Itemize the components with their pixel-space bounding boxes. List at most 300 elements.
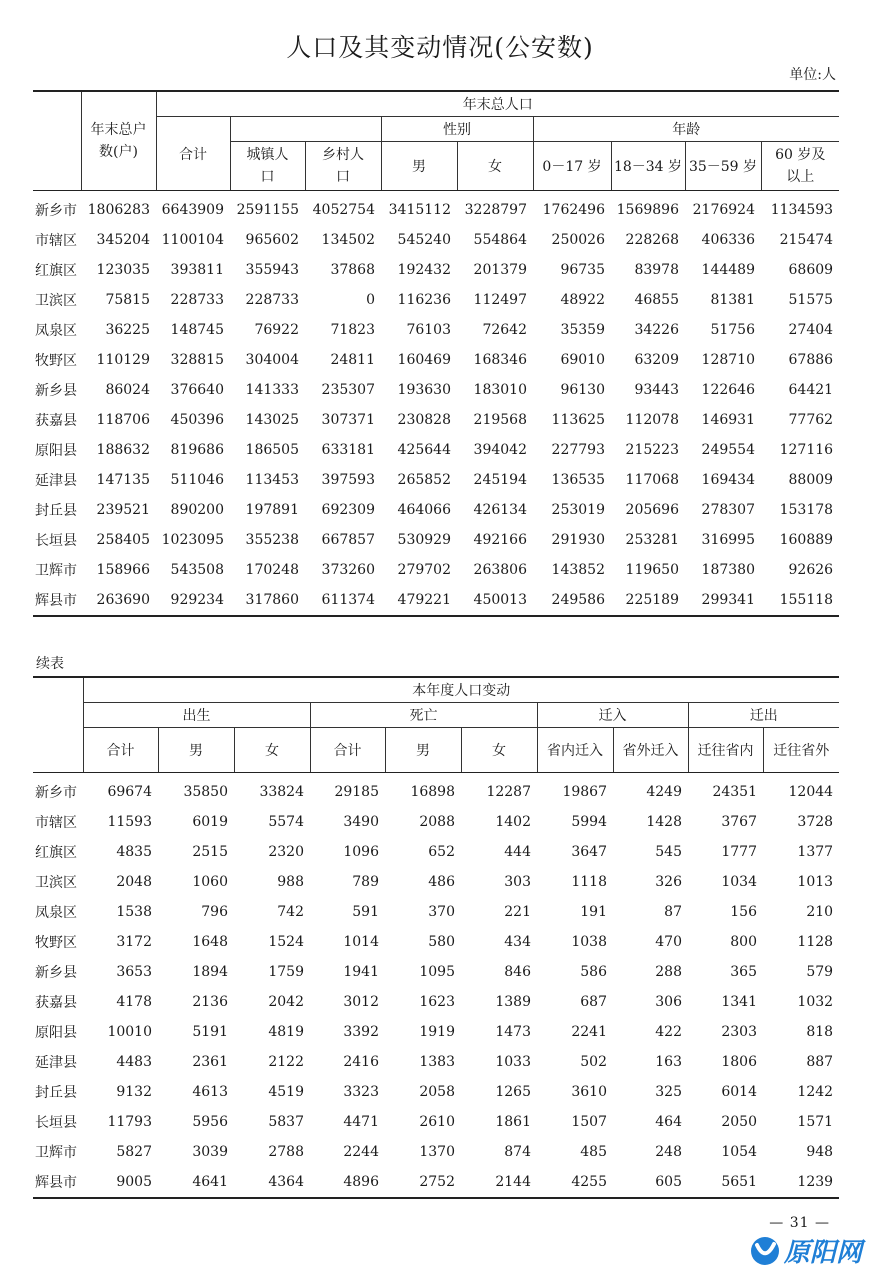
table-cell: 67886 — [788, 352, 834, 368]
table-cell: 51756 — [710, 322, 755, 338]
table-cell: 27404 — [788, 322, 834, 338]
table-cell: 1571 — [797, 1114, 834, 1130]
table-cell: 92626 — [788, 562, 834, 578]
table-cell: 117068 — [625, 472, 679, 488]
table-cell: 667857 — [321, 532, 375, 548]
row-label: 长垣县 — [35, 533, 77, 549]
table-cell: 147135 — [96, 472, 150, 488]
table-cell: 2788 — [268, 1144, 304, 1160]
table-cell: 5837 — [268, 1114, 304, 1130]
table-cell: 485 — [580, 1144, 607, 1160]
table-cell: 112078 — [625, 412, 679, 428]
row-label: 辉县市 — [35, 593, 77, 609]
row-label: 卫滨区 — [35, 875, 77, 891]
table-cell: 228268 — [625, 232, 679, 248]
row-label: 封丘县 — [35, 503, 77, 519]
table-row — [33, 435, 839, 465]
table-cell: 33824 — [259, 784, 304, 800]
table-cell: 373260 — [321, 562, 375, 578]
table-cell: 24811 — [330, 352, 375, 368]
table-cell: 155118 — [779, 592, 834, 608]
table-cell: 24351 — [712, 784, 757, 800]
table-cell: 1370 — [419, 1144, 455, 1160]
table-cell: 3323 — [343, 1084, 379, 1100]
table-cell: 3610 — [571, 1084, 607, 1100]
table-cell: 1054 — [721, 1144, 757, 1160]
table-cell: 12044 — [788, 784, 834, 800]
table-cell: 365 — [730, 964, 757, 980]
table-cell: 1919 — [419, 1024, 455, 1040]
table-cell: 288 — [655, 964, 682, 980]
table-row — [33, 465, 839, 495]
table-cell: 123035 — [96, 262, 150, 278]
population-table-body — [33, 191, 839, 617]
population-table — [33, 90, 839, 617]
row-label: 延津县 — [35, 473, 77, 489]
row-header-blank — [33, 91, 81, 191]
table-cell: 1759 — [268, 964, 304, 980]
table-cell: 75815 — [105, 292, 150, 308]
watermark-logo — [750, 1232, 862, 1269]
row-label: 延津县 — [35, 1055, 77, 1071]
table-cell: 579 — [806, 964, 834, 980]
table-cell: 9132 — [116, 1084, 152, 1100]
table-row — [33, 1107, 839, 1137]
table-cell: 118706 — [96, 412, 150, 428]
table-cell: 113625 — [551, 412, 605, 428]
table-row — [33, 285, 839, 315]
table-cell: 225189 — [625, 592, 679, 608]
col-in-province: 省内迁入 — [537, 728, 613, 773]
table-cell: 965602 — [245, 232, 299, 248]
table-cell: 355943 — [245, 262, 299, 278]
table-cell: 299341 — [701, 592, 755, 608]
table-cell: 4249 — [646, 784, 682, 800]
table-cell: 16898 — [410, 784, 455, 800]
table-cell: 245194 — [473, 472, 527, 488]
col-blank-urban-rural — [230, 117, 381, 142]
table-cell: 325 — [655, 1084, 682, 1100]
table-cell: 887 — [806, 1054, 834, 1070]
table-row — [33, 191, 839, 226]
col-male: 男 — [381, 142, 457, 191]
table-cell: 2144 — [495, 1174, 531, 1190]
table-row — [33, 837, 839, 867]
table-cell: 9005 — [116, 1174, 152, 1190]
col-total-population: 年末总人口 — [156, 91, 839, 117]
table-cell: 406336 — [701, 232, 755, 248]
table-cell: 258405 — [96, 532, 150, 548]
table-cell: 929234 — [170, 592, 224, 608]
table-cell: 122646 — [701, 382, 755, 398]
col-out-province: 省外迁入 — [613, 728, 688, 773]
swoosh-icon — [750, 1236, 780, 1266]
row-label: 长垣县 — [35, 1115, 77, 1131]
continued-label: 续表 — [36, 656, 64, 672]
table-cell: 153178 — [779, 502, 834, 518]
col-deaths-male: 男 — [385, 728, 461, 773]
col-age-0-17: 0－17 岁 — [533, 142, 611, 191]
table-cell: 143025 — [245, 412, 299, 428]
table-cell: 160469 — [397, 352, 451, 368]
table-cell: 96130 — [560, 382, 605, 398]
col-to-outside: 迁往省外 — [763, 728, 839, 773]
table-cell: 890200 — [170, 502, 224, 518]
table-row — [33, 375, 839, 405]
row-label: 获嘉县 — [35, 413, 77, 429]
table-cell: 2058 — [419, 1084, 455, 1100]
table-cell: 3647 — [571, 844, 607, 860]
col-deaths-female: 女 — [461, 728, 537, 773]
table-cell: 69674 — [107, 784, 152, 800]
table-cell: 394042 — [473, 442, 527, 458]
table-cell: 422 — [655, 1024, 682, 1040]
col-births-total: 合计 — [83, 728, 158, 773]
table-cell: 1118 — [571, 874, 607, 890]
table-row — [33, 773, 839, 808]
col-rural: 乡村人口 — [305, 142, 381, 191]
table-cell: 1033 — [495, 1054, 531, 1070]
table-cell: 250026 — [551, 232, 605, 248]
table-cell: 6019 — [192, 814, 228, 830]
table-cell: 580 — [428, 934, 455, 950]
row-label: 辉县市 — [35, 1175, 77, 1191]
table-cell: 215474 — [779, 232, 834, 248]
table-cell: 68609 — [788, 262, 834, 278]
col-births-male: 男 — [158, 728, 234, 773]
table-cell: 464066 — [397, 502, 451, 518]
row-label: 凤泉区 — [35, 905, 77, 921]
table-cell: 1538 — [116, 904, 152, 920]
table-cell: 221 — [504, 904, 531, 920]
col-age-35-59: 35－59 岁 — [685, 142, 761, 191]
table-cell: 4052754 — [312, 202, 375, 218]
table-cell: 1013 — [797, 874, 834, 890]
table-cell: 2244 — [343, 1144, 379, 1160]
table-cell: 46855 — [634, 292, 679, 308]
table-cell: 77762 — [788, 412, 834, 428]
population-change-table-body — [33, 773, 839, 1199]
col-urban: 城镇人口 — [230, 142, 305, 191]
table-cell: 4364 — [268, 1174, 304, 1190]
table-cell: 988 — [277, 874, 304, 890]
table-cell: 2136 — [192, 994, 228, 1010]
table-cell: 586 — [580, 964, 607, 980]
table-cell: 1507 — [571, 1114, 607, 1130]
table-row — [33, 1137, 839, 1167]
table-row — [33, 1047, 839, 1077]
table-row — [33, 807, 839, 837]
table-cell: 1806283 — [87, 202, 150, 218]
table-cell: 307371 — [321, 412, 375, 428]
table-row — [33, 1167, 839, 1198]
table-cell: 479221 — [397, 592, 451, 608]
table-cell: 93443 — [634, 382, 679, 398]
table-cell: 86024 — [105, 382, 150, 398]
table-cell: 4819 — [268, 1024, 304, 1040]
table-cell: 3767 — [721, 814, 757, 830]
table-cell: 87 — [664, 904, 682, 920]
table-cell: 370 — [428, 904, 455, 920]
table-cell: 376640 — [170, 382, 224, 398]
table-cell: 1265 — [495, 1084, 531, 1100]
table-cell: 192432 — [397, 262, 451, 278]
table-cell: 279702 — [397, 562, 451, 578]
table-cell: 1777 — [721, 844, 757, 860]
table-cell: 4178 — [116, 994, 152, 1010]
table-cell: 450013 — [473, 592, 527, 608]
row-label: 红旗区 — [35, 845, 77, 861]
table-row — [33, 555, 839, 585]
table-cell: 2122 — [268, 1054, 304, 1070]
table-cell: 4613 — [192, 1084, 228, 1100]
row-label: 卫辉市 — [35, 563, 77, 579]
table-cell: 88009 — [788, 472, 834, 488]
table-cell: 4896 — [343, 1174, 379, 1190]
table-cell: 4483 — [116, 1054, 152, 1070]
table-cell: 742 — [277, 904, 304, 920]
table-cell: 263806 — [473, 562, 527, 578]
table-cell: 800 — [730, 934, 757, 950]
table-cell: 205696 — [625, 502, 679, 518]
table-cell: 170248 — [245, 562, 299, 578]
table-cell: 4519 — [268, 1084, 304, 1100]
table-cell: 37868 — [330, 262, 375, 278]
table-row — [33, 225, 839, 255]
table-cell: 846 — [504, 964, 531, 980]
table-cell: 143852 — [551, 562, 605, 578]
col-total: 合计 — [156, 117, 230, 191]
table-cell: 64421 — [788, 382, 834, 398]
col-births-female: 女 — [234, 728, 310, 773]
table-cell: 2361 — [192, 1054, 228, 1070]
table-cell: 2048 — [116, 874, 152, 890]
table-cell: 144489 — [701, 262, 755, 278]
table-cell: 306 — [655, 994, 682, 1010]
table-cell: 1648 — [192, 934, 228, 950]
table-cell: 789 — [352, 874, 379, 890]
table-cell: 35359 — [560, 322, 605, 338]
table-cell: 2176924 — [692, 202, 755, 218]
table-cell: 72642 — [482, 322, 527, 338]
table-cell: 591 — [352, 904, 379, 920]
table-cell: 1060 — [192, 874, 228, 890]
table-cell: 1861 — [495, 1114, 531, 1130]
unit-label: 单位:人 — [789, 67, 836, 83]
table-cell: 253019 — [551, 502, 605, 518]
col-households: 年末总户数(户) — [81, 91, 156, 191]
table-cell: 76103 — [406, 322, 451, 338]
table-cell: 1134593 — [770, 202, 834, 218]
table-cell: 652 — [428, 844, 455, 860]
table-cell: 543508 — [170, 562, 224, 578]
row-label: 市辖区 — [35, 815, 77, 831]
table-cell: 1239 — [797, 1174, 834, 1190]
row-label: 卫滨区 — [35, 293, 77, 309]
table-cell: 4835 — [116, 844, 152, 860]
col-change: 本年度人口变动 — [83, 677, 839, 703]
table-cell: 611374 — [321, 592, 375, 608]
table-cell: 51575 — [788, 292, 834, 308]
table-cell: 1034 — [721, 874, 757, 890]
table-cell: 136535 — [551, 472, 605, 488]
table-cell: 168346 — [473, 352, 527, 368]
table-cell: 265852 — [397, 472, 451, 488]
table-cell: 248 — [655, 1144, 682, 1160]
table-cell: 5994 — [571, 814, 607, 830]
row-label: 原阳县 — [35, 1025, 77, 1041]
table-cell: 156 — [730, 904, 757, 920]
table-cell: 35850 — [183, 784, 228, 800]
col-out: 迁出 — [688, 703, 839, 728]
table-row — [33, 405, 839, 435]
row-label: 获嘉县 — [35, 995, 77, 1011]
table-cell: 160889 — [779, 532, 834, 548]
row-label: 红旗区 — [35, 263, 77, 279]
table-cell: 1023095 — [161, 532, 224, 548]
table-cell: 948 — [806, 1144, 834, 1160]
watermark-text: 原阳网 — [783, 1238, 862, 1268]
table-cell: 3039 — [192, 1144, 228, 1160]
table-cell: 12287 — [486, 784, 531, 800]
table-cell: 127116 — [779, 442, 834, 458]
table-cell: 36225 — [105, 322, 150, 338]
table-cell: 163 — [655, 1054, 682, 1070]
table-cell: 1402 — [495, 814, 531, 830]
table-row — [33, 1017, 839, 1047]
page-number: — 31 — — [769, 1215, 830, 1231]
table-cell: 76922 — [254, 322, 299, 338]
table-cell: 81381 — [710, 292, 755, 308]
table-cell: 2591155 — [236, 202, 299, 218]
table-cell: 141333 — [245, 382, 299, 398]
table-cell: 71823 — [330, 322, 375, 338]
table-cell: 486 — [428, 874, 455, 890]
table-cell: 2752 — [419, 1174, 455, 1190]
table-cell: 34226 — [634, 322, 679, 338]
table-cell: 19867 — [562, 784, 607, 800]
col-age-18-34: 18－34 岁 — [611, 142, 685, 191]
table-row — [33, 897, 839, 927]
table-cell: 1032 — [797, 994, 834, 1010]
table-cell: 1389 — [495, 994, 531, 1010]
table-cell: 230828 — [397, 412, 451, 428]
table-cell: 1128 — [797, 934, 834, 950]
table-cell: 2050 — [721, 1114, 757, 1130]
table-cell: 228733 — [245, 292, 299, 308]
population-change-table — [33, 676, 839, 1199]
table-cell: 210 — [806, 904, 834, 920]
table-cell: 393811 — [170, 262, 224, 278]
table-cell: 253281 — [625, 532, 679, 548]
table-cell: 148745 — [170, 322, 224, 338]
table-cell: 355238 — [245, 532, 299, 548]
table-cell: 11593 — [107, 814, 152, 830]
table-cell: 511046 — [170, 472, 224, 488]
table-cell: 2320 — [268, 844, 304, 860]
table-cell: 6643909 — [161, 202, 224, 218]
table-cell: 605 — [655, 1174, 682, 1190]
col-age: 年龄 — [533, 117, 839, 142]
table-row — [33, 495, 839, 525]
table-cell: 197891 — [245, 502, 299, 518]
table-cell: 186505 — [245, 442, 299, 458]
table-cell: 1623 — [419, 994, 455, 1010]
table-cell: 63209 — [634, 352, 679, 368]
row-label: 牧野区 — [35, 353, 77, 369]
table-cell: 818 — [806, 1024, 834, 1040]
table-cell: 470 — [655, 934, 682, 950]
table-row — [33, 315, 839, 345]
table-cell: 2088 — [419, 814, 455, 830]
table-cell: 4255 — [571, 1174, 607, 1190]
table-cell: 193630 — [397, 382, 451, 398]
table-cell: 278307 — [701, 502, 755, 518]
table-cell: 317860 — [245, 592, 299, 608]
table-cell: 4641 — [192, 1174, 228, 1190]
table-cell: 397593 — [321, 472, 375, 488]
table-cell: 450396 — [170, 412, 224, 428]
row-label: 封丘县 — [35, 1085, 77, 1101]
table-cell: 5827 — [116, 1144, 152, 1160]
table-cell: 48922 — [560, 292, 605, 308]
table-row — [33, 345, 839, 375]
table-cell: 2416 — [343, 1054, 379, 1070]
table-cell: 69010 — [560, 352, 605, 368]
table-cell: 249554 — [701, 442, 755, 458]
col-in: 迁入 — [537, 703, 688, 728]
table-cell: 464 — [655, 1114, 682, 1130]
table-cell: 5574 — [268, 814, 304, 830]
table-cell: 112497 — [473, 292, 527, 308]
table-cell: 1473 — [495, 1024, 531, 1040]
table-cell: 128710 — [701, 352, 755, 368]
table-cell: 1096 — [343, 844, 379, 860]
table-cell: 10010 — [107, 1024, 152, 1040]
table-cell: 201379 — [473, 262, 527, 278]
table-cell: 633181 — [321, 442, 375, 458]
table-cell: 1100104 — [161, 232, 224, 248]
table-cell: 158966 — [96, 562, 150, 578]
table-cell: 3392 — [343, 1024, 379, 1040]
table-cell: 1806 — [721, 1054, 757, 1070]
table-cell: 188632 — [96, 442, 150, 458]
table-cell: 83978 — [634, 262, 679, 278]
table-cell: 692309 — [321, 502, 375, 518]
table-cell: 3490 — [343, 814, 379, 830]
table-cell: 134502 — [321, 232, 375, 248]
row-label: 新乡市 — [35, 203, 77, 219]
row-label: 新乡县 — [35, 383, 77, 399]
table-cell: 119650 — [625, 562, 679, 578]
col-births: 出生 — [83, 703, 310, 728]
table-cell: 1014 — [343, 934, 379, 950]
table-cell: 215223 — [625, 442, 679, 458]
table-cell: 219568 — [473, 412, 527, 428]
table-cell: 1941 — [343, 964, 379, 980]
table-cell: 554864 — [473, 232, 527, 248]
table-cell: 345204 — [96, 232, 150, 248]
table-cell: 4471 — [343, 1114, 379, 1130]
table-cell: 96735 — [560, 262, 605, 278]
table-row — [33, 525, 839, 555]
col-gender: 性别 — [381, 117, 533, 142]
table-cell: 434 — [504, 934, 531, 950]
row-header-blank-2 — [33, 677, 83, 773]
col-deaths: 死亡 — [310, 703, 537, 728]
col-deaths-total: 合计 — [310, 728, 385, 773]
table-cell: 1377 — [797, 844, 834, 860]
